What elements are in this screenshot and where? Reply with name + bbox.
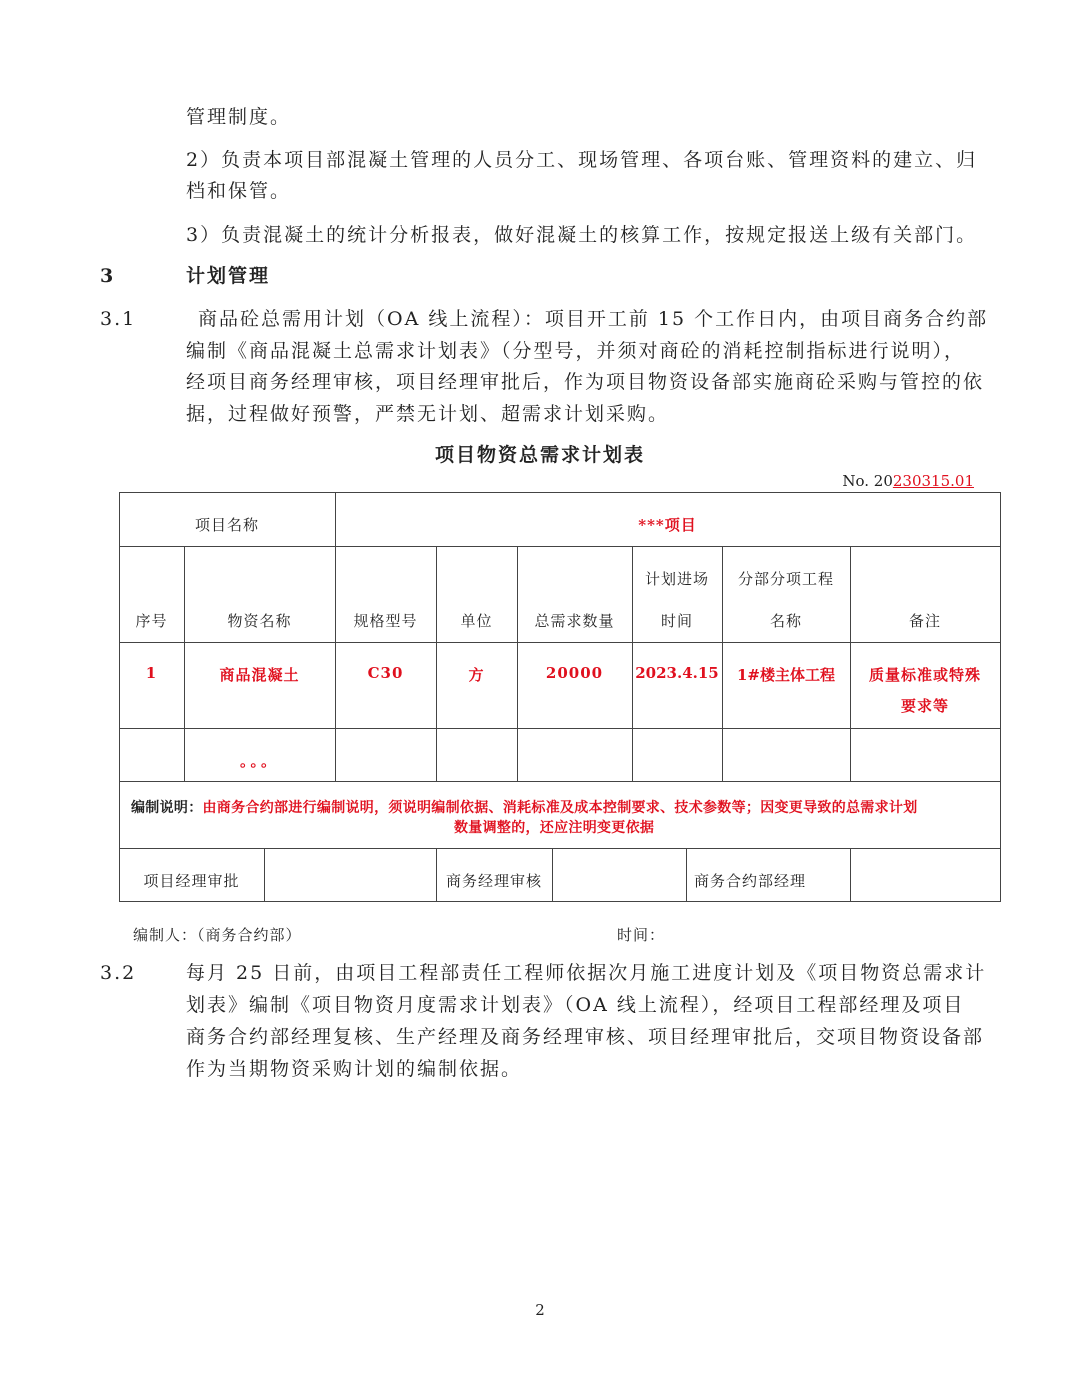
form-number: No. 20230315.01 [842, 472, 974, 490]
header-seq: 序号 [135, 612, 168, 630]
header-time-line2: 时间 [660, 612, 693, 630]
clause-3-1-line: 商品砼总需用计划（OA 线上流程）：项目开工前 15 个工作日内，由项目商务合约部 [198, 308, 989, 330]
section-number: 3 [100, 265, 116, 287]
note-line1: 编制说明：由商务合约部进行编制说明，须说明编制依据、消耗标准及成本控制要求、技术参数等；因变更导致的总需求计划 [131, 800, 918, 816]
row1-remark-line1: 质量标准或特殊 [868, 666, 981, 684]
clause-3-1-line: 编制《商品混凝土总需求计划表》（分型号，并须对商砼的消耗控制指标进行说明）， [186, 340, 966, 362]
row1-material-name: 商品混凝土 [219, 666, 300, 684]
project-name-label: 项目名称 [194, 516, 259, 534]
clause-3-1-line: 据，过程做好预警，严禁无计划、超需求计划采购。 [186, 403, 670, 425]
clause-3-2-line: 作为当期物资采购计划的编制依据。 [186, 1058, 523, 1080]
header-quantity: 总需求数量 [534, 612, 615, 630]
intro-item-2-cont: 档和保管。 [186, 180, 292, 202]
page-number: 2 [535, 1301, 545, 1319]
header-time-line1: 计划进场 [644, 570, 709, 588]
intro-item-2: 2）负责本项目部混凝土管理的人员分工、现场管理、各项台账、管理资料的建立、归 [186, 149, 978, 171]
section-title: 计划管理 [186, 265, 271, 287]
sign-pm-label: 项目经理审批 [143, 872, 240, 890]
clause-3-1-line: 经项目商务经理审核，项目经理审批后，作为项目物资设备部实施商砼采购与管控的依 [186, 371, 985, 393]
compiled-time: 时间： [617, 926, 666, 944]
sign-cm-label: 商务合约部经理 [693, 872, 806, 890]
row1-spec: C30 [367, 664, 404, 682]
clause-3-2-line: 划表》编制《项目物资月度需求计划表》（OA 线上流程），经项目工程部经理及项目 [186, 994, 965, 1016]
table-title: 项目物资总需求计划表 [434, 444, 645, 466]
clause-3-2-line: 商务合约部经理复核、生产经理及商务经理审核、项目经理审批后，交项目物资设备部 [186, 1026, 985, 1048]
row2-material-name: 。。。 [239, 752, 279, 770]
note-line2: 数量调整的，还应注明变更依据 [454, 820, 655, 836]
row1-seq: 1 [145, 664, 158, 682]
sign-bm-label: 商务经理审核 [445, 872, 542, 890]
header-unit: 单位 [460, 612, 493, 630]
intro-line: 管理制度。 [186, 106, 292, 128]
clause-3-2-line: 每月 25 日前，由项目工程部责任工程师依据次月施工进度计划及《项目物资总需求计 [186, 962, 987, 984]
header-remark: 备注 [908, 612, 941, 630]
clause-number-3-1: 3.1 [100, 308, 137, 330]
compiled-by: 编制人：（商务合约部） [133, 926, 302, 944]
clause-number-3-2: 3.2 [100, 962, 137, 984]
project-name-value: ***项目 [638, 516, 697, 534]
row1-unit: 方 [468, 666, 485, 684]
row1-quantity: 20000 [545, 664, 604, 682]
header-spec: 规格型号 [353, 612, 418, 630]
header-part-line2: 名称 [769, 612, 802, 630]
header-material-name: 物资名称 [227, 612, 292, 630]
row1-remark-line2: 要求等 [900, 697, 949, 715]
row1-part: 1#楼主体工程 [736, 666, 835, 684]
header-part-line1: 分部分项工程 [737, 570, 834, 588]
row1-time: 2023.4.15 [635, 664, 719, 682]
intro-item-3: 3）负责混凝土的统计分析报表，做好混凝土的核算工作，按规定报送上级有关部门。 [186, 224, 978, 246]
